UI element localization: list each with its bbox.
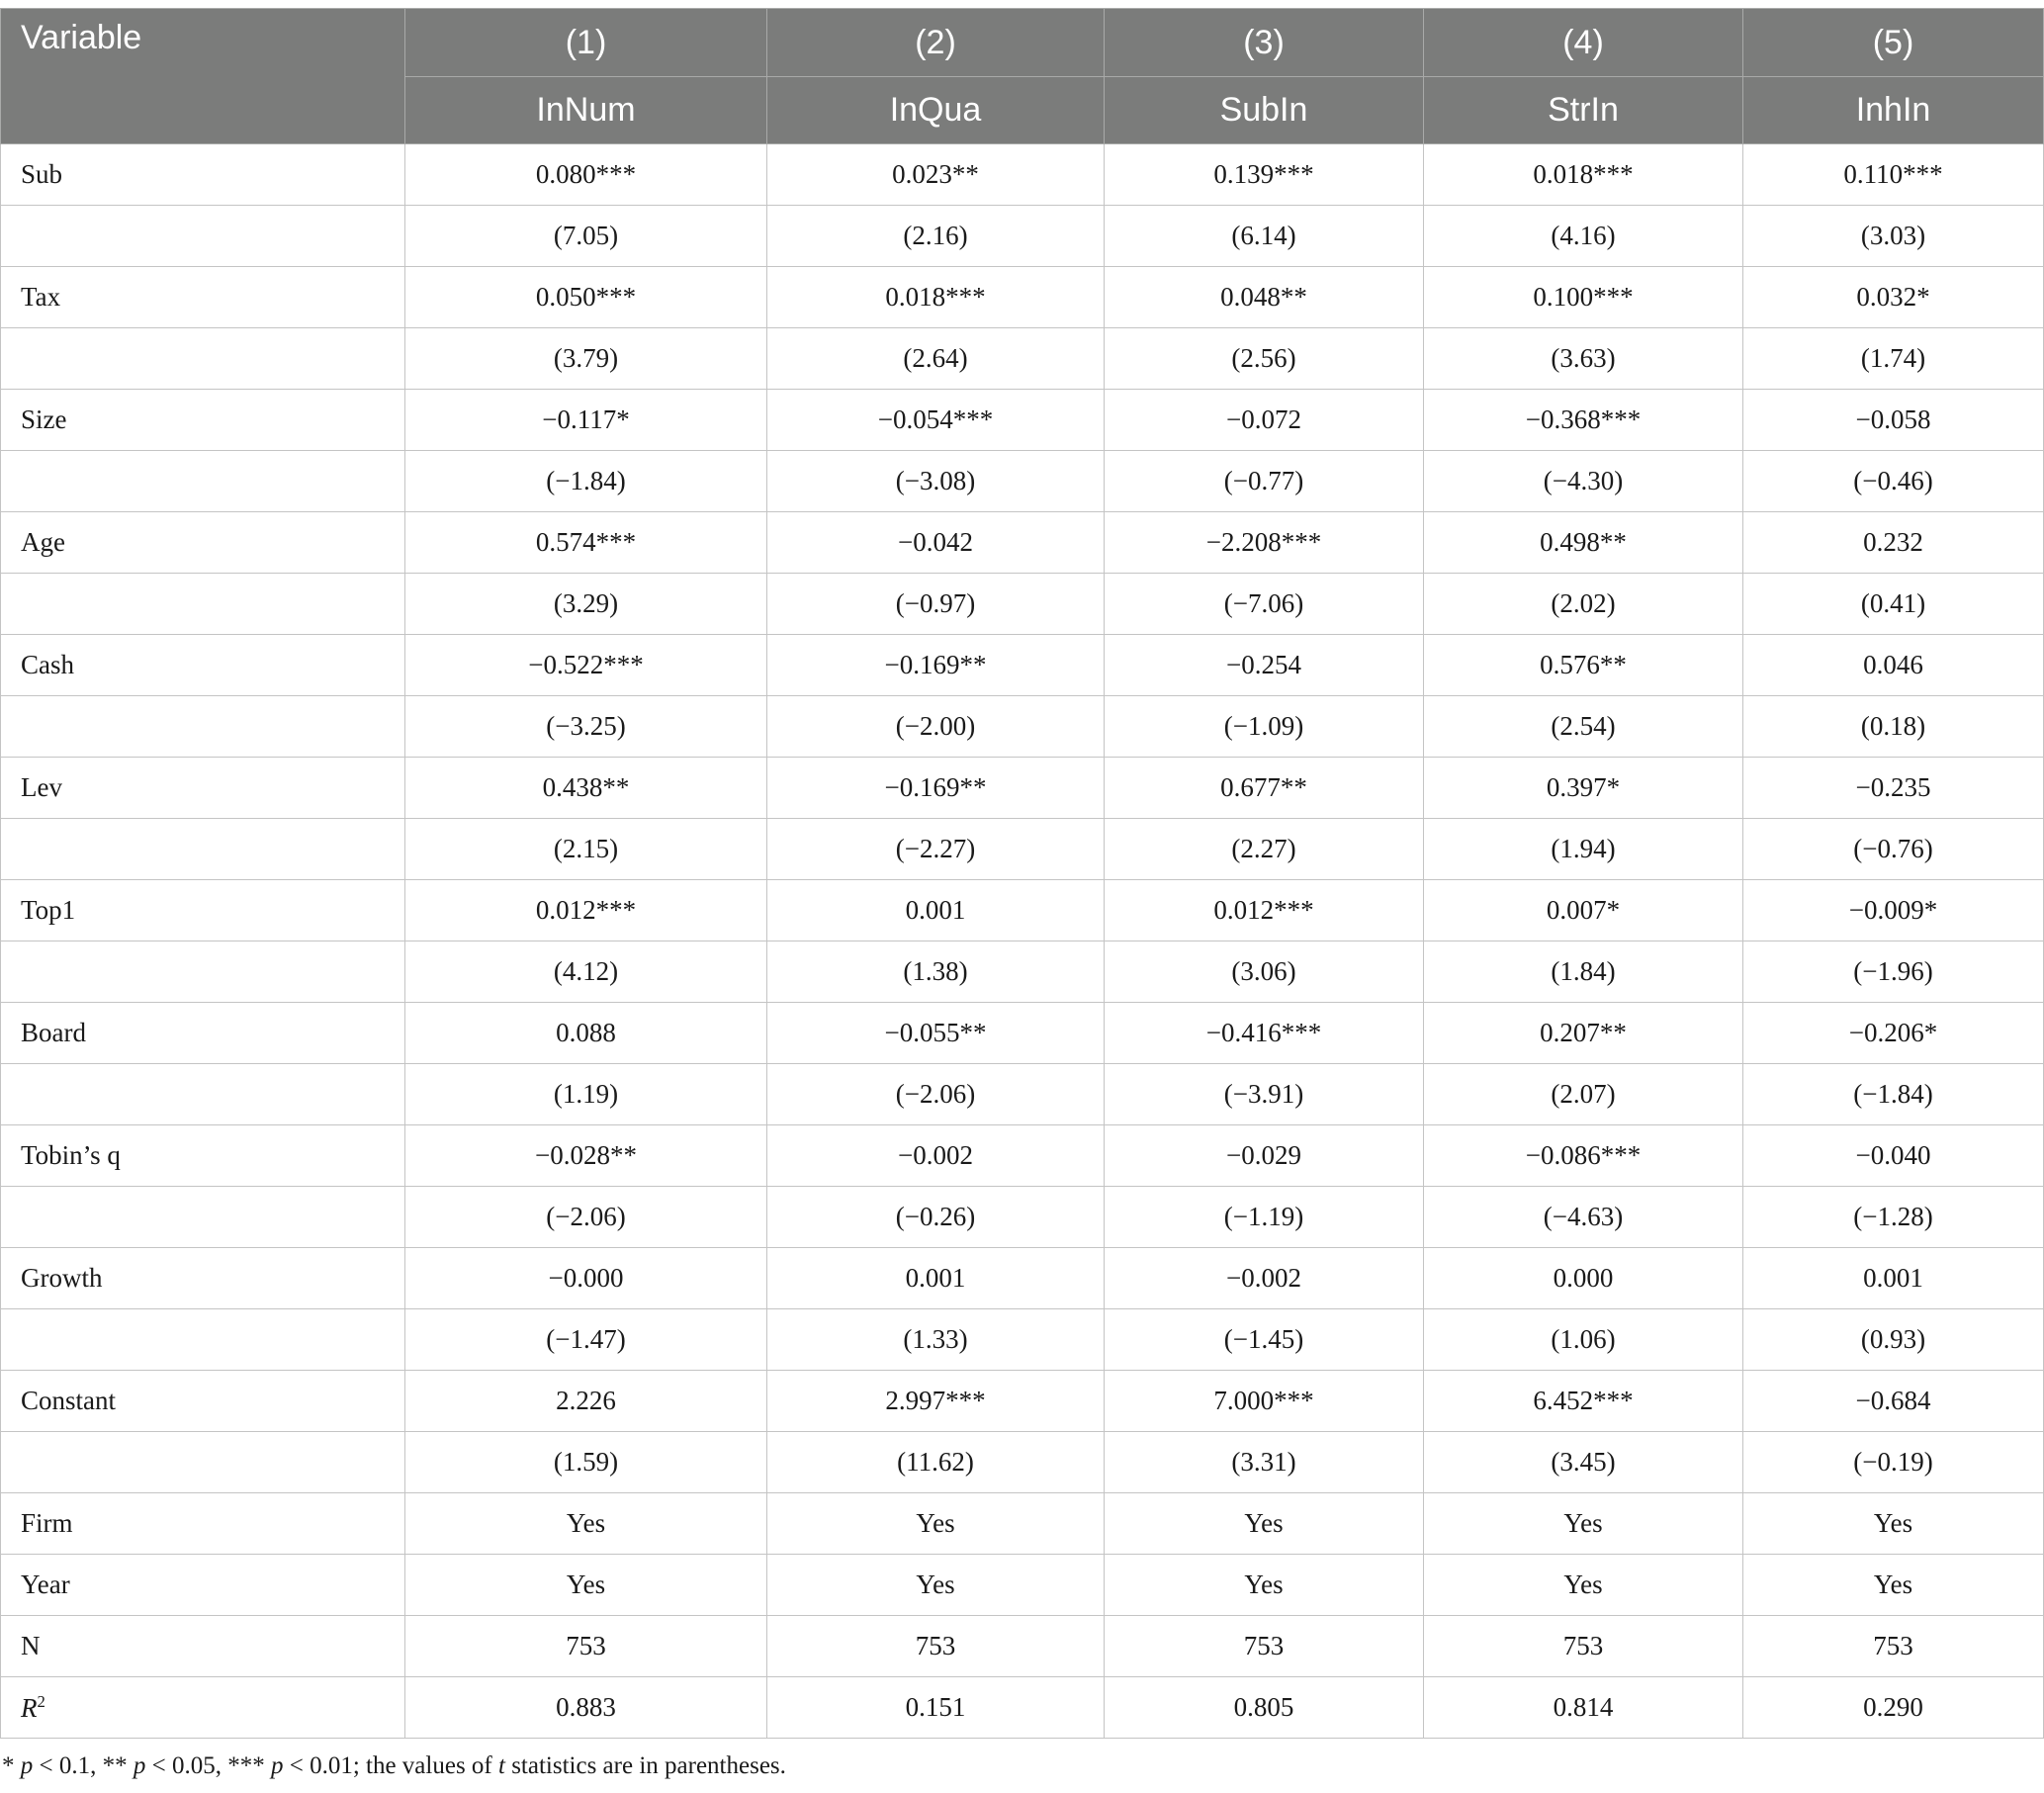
row-label: [1, 451, 405, 512]
row-label: [1, 941, 405, 1003]
table-cell: (−1.96): [1743, 941, 2044, 1003]
table-cell: (2.54): [1424, 696, 1743, 758]
header-row-numbers: [1, 9, 2044, 77]
table-cell: −0.072: [1105, 390, 1424, 451]
table-row: [1, 1555, 2044, 1616]
table-row: [1, 880, 2044, 941]
table-cell: (3.31): [1105, 1432, 1424, 1493]
table-cell: (−3.08): [767, 451, 1105, 512]
table-cell: (6.14): [1105, 206, 1424, 267]
table-cell: 753: [1743, 1616, 2044, 1677]
table-cell: (11.62): [767, 1432, 1105, 1493]
table-cell: Yes: [1105, 1493, 1424, 1555]
table-footnote: [0, 1752, 2044, 1780]
table-cell: (1.38): [767, 941, 1105, 1003]
variable-header: Variable: [1, 9, 405, 144]
table-cell: 0.007*: [1424, 880, 1743, 941]
table-cell: −0.416***: [1105, 1003, 1424, 1064]
table-cell: (3.03): [1743, 206, 2044, 267]
table-row: [1, 1432, 2044, 1493]
table-row: [1, 512, 2044, 574]
row-label: Firm: [1, 1493, 405, 1555]
footnote-text: *: [2, 1752, 21, 1779]
table-cell: 0.814: [1424, 1677, 1743, 1739]
table-cell: (−0.46): [1743, 451, 2044, 512]
table-cell: (4.12): [405, 941, 767, 1003]
table-cell: (−2.06): [767, 1064, 1105, 1125]
table-row: [1, 451, 2044, 512]
table-cell: (1.06): [1424, 1309, 1743, 1371]
footnote-italic-p: p: [20, 1752, 34, 1779]
table-cell: 753: [767, 1616, 1105, 1677]
table-cell: Yes: [1743, 1555, 2044, 1616]
row-label: Top1: [1, 880, 405, 941]
table-cell: 0.139***: [1105, 144, 1424, 206]
table-row: [1, 1616, 2044, 1677]
table-row: [1, 1371, 2044, 1432]
table-cell: 0.080***: [405, 144, 767, 206]
footnote-italic-p: p: [270, 1752, 284, 1779]
r-squared-superscript: 2: [37, 1691, 45, 1711]
table-cell: −0.522***: [405, 635, 767, 696]
row-label: [1, 696, 405, 758]
table-cell: (1.33): [767, 1309, 1105, 1371]
table-cell: (−3.91): [1105, 1064, 1424, 1125]
table-cell: Yes: [1743, 1493, 2044, 1555]
table-row: [1, 1003, 2044, 1064]
table-cell: −2.208***: [1105, 512, 1424, 574]
column-name: StrIn: [1424, 77, 1743, 144]
table-cell: 0.001: [1743, 1248, 2044, 1309]
table-cell: (0.41): [1743, 574, 2044, 635]
table-cell: (3.45): [1424, 1432, 1743, 1493]
table-cell: 0.498**: [1424, 512, 1743, 574]
table-row: [1, 1125, 2044, 1187]
row-label: Size: [1, 390, 405, 451]
table-cell: 7.000***: [1105, 1371, 1424, 1432]
row-label: [1, 1677, 405, 1739]
table-cell: Yes: [1424, 1555, 1743, 1616]
table-cell: (−0.26): [767, 1187, 1105, 1248]
table-cell: −0.235: [1743, 758, 2044, 819]
table-cell: Yes: [767, 1493, 1105, 1555]
table-row: [1, 1309, 2044, 1371]
table-cell: 0.290: [1743, 1677, 2044, 1739]
table-cell: 2.997***: [767, 1371, 1105, 1432]
table-body: [1, 144, 2044, 1739]
table-cell: 0.574***: [405, 512, 767, 574]
table-header: [1, 9, 2044, 144]
table-cell: −0.028**: [405, 1125, 767, 1187]
table-cell: 753: [1105, 1616, 1424, 1677]
table-cell: 0.677**: [1105, 758, 1424, 819]
table-cell: (−4.30): [1424, 451, 1743, 512]
column-number: (5): [1743, 9, 2044, 77]
table-cell: 0.018***: [767, 267, 1105, 328]
table-cell: (1.94): [1424, 819, 1743, 880]
table-cell: −0.042: [767, 512, 1105, 574]
table-cell: (2.02): [1424, 574, 1743, 635]
table-row: [1, 328, 2044, 390]
table-cell: (−0.19): [1743, 1432, 2044, 1493]
regression-table-container: [0, 8, 2044, 1780]
row-label: [1, 1187, 405, 1248]
table-cell: Yes: [767, 1555, 1105, 1616]
table-cell: (−0.76): [1743, 819, 2044, 880]
table-cell: −0.169**: [767, 758, 1105, 819]
table-row: [1, 941, 2044, 1003]
table-cell: −0.117*: [405, 390, 767, 451]
table-cell: (−1.84): [1743, 1064, 2044, 1125]
table-cell: (2.07): [1424, 1064, 1743, 1125]
table-row: [1, 696, 2044, 758]
table-cell: −0.040: [1743, 1125, 2044, 1187]
table-cell: −0.169**: [767, 635, 1105, 696]
table-cell: 0.805: [1105, 1677, 1424, 1739]
table-cell: 2.226: [405, 1371, 767, 1432]
table-row: [1, 1493, 2044, 1555]
row-label: [1, 1309, 405, 1371]
footnote-text: < 0.05, ***: [145, 1752, 271, 1779]
table-row: [1, 1248, 2044, 1309]
table-cell: −0.002: [767, 1125, 1105, 1187]
table-cell: 0.050***: [405, 267, 767, 328]
table-cell: (2.16): [767, 206, 1105, 267]
table-cell: (0.93): [1743, 1309, 2044, 1371]
table-cell: 0.397*: [1424, 758, 1743, 819]
row-label: Cash: [1, 635, 405, 696]
row-label: Tobin’s q: [1, 1125, 405, 1187]
table-cell: −0.055**: [767, 1003, 1105, 1064]
table-cell: (−1.19): [1105, 1187, 1424, 1248]
table-cell: (3.06): [1105, 941, 1424, 1003]
table-row: [1, 574, 2044, 635]
table-cell: (−2.06): [405, 1187, 767, 1248]
row-label: Year: [1, 1555, 405, 1616]
footnote-text: statistics are in parentheses.: [504, 1752, 786, 1779]
table-row: [1, 390, 2044, 451]
footnote-text: < 0.01; the values of: [283, 1752, 498, 1779]
table-row: [1, 144, 2044, 206]
table-row: [1, 267, 2044, 328]
table-cell: (2.27): [1105, 819, 1424, 880]
column-number: (4): [1424, 9, 1743, 77]
table-row: [1, 758, 2044, 819]
row-label: Board: [1, 1003, 405, 1064]
table-cell: −0.058: [1743, 390, 2044, 451]
table-cell: −0.029: [1105, 1125, 1424, 1187]
table-cell: 0.438**: [405, 758, 767, 819]
row-label: [1, 328, 405, 390]
table-cell: (1.84): [1424, 941, 1743, 1003]
table-cell: −0.002: [1105, 1248, 1424, 1309]
row-label: [1, 206, 405, 267]
table-cell: (−0.77): [1105, 451, 1424, 512]
table-cell: 0.018***: [1424, 144, 1743, 206]
table-cell: (7.05): [405, 206, 767, 267]
r-squared-label: R: [21, 1692, 38, 1723]
table-cell: (−1.09): [1105, 696, 1424, 758]
row-label: Lev: [1, 758, 405, 819]
row-label: Sub: [1, 144, 405, 206]
table-cell: 0.012***: [405, 880, 767, 941]
table-cell: 0.023**: [767, 144, 1105, 206]
footnote-italic-p: p: [133, 1752, 146, 1779]
table-cell: −0.009*: [1743, 880, 2044, 941]
table-cell: (3.79): [405, 328, 767, 390]
table-row: [1, 819, 2044, 880]
table-cell: −0.206*: [1743, 1003, 2044, 1064]
table-cell: (−0.97): [767, 574, 1105, 635]
table-cell: 0.000: [1424, 1248, 1743, 1309]
table-cell: 0.012***: [1105, 880, 1424, 941]
table-cell: −0.000: [405, 1248, 767, 1309]
row-label: [1, 819, 405, 880]
table-row: [1, 635, 2044, 696]
column-number: (3): [1105, 9, 1424, 77]
table-row: [1, 206, 2044, 267]
table-cell: (1.19): [405, 1064, 767, 1125]
table-cell: (2.64): [767, 328, 1105, 390]
column-number: (1): [405, 9, 767, 77]
column-number: (2): [767, 9, 1105, 77]
table-cell: Yes: [1105, 1555, 1424, 1616]
table-cell: (1.74): [1743, 328, 2044, 390]
table-cell: (−1.84): [405, 451, 767, 512]
table-cell: (3.63): [1424, 328, 1743, 390]
table-cell: 0.207**: [1424, 1003, 1743, 1064]
table-cell: 0.046: [1743, 635, 2044, 696]
table-cell: Yes: [1424, 1493, 1743, 1555]
table-cell: 0.088: [405, 1003, 767, 1064]
table-cell: (−7.06): [1105, 574, 1424, 635]
table-cell: (0.18): [1743, 696, 2044, 758]
table-cell: 0.151: [767, 1677, 1105, 1739]
table-cell: (−3.25): [405, 696, 767, 758]
row-label: [1, 1432, 405, 1493]
table-cell: (−1.47): [405, 1309, 767, 1371]
table-cell: −0.054***: [767, 390, 1105, 451]
table-cell: (1.59): [405, 1432, 767, 1493]
row-label: Constant: [1, 1371, 405, 1432]
table-cell: Yes: [405, 1555, 767, 1616]
row-label: N: [1, 1616, 405, 1677]
table-cell: 0.100***: [1424, 267, 1743, 328]
table-cell: (−4.63): [1424, 1187, 1743, 1248]
table-cell: 753: [405, 1616, 767, 1677]
table-cell: (2.56): [1105, 328, 1424, 390]
row-label: Growth: [1, 1248, 405, 1309]
row-label: Age: [1, 512, 405, 574]
table-cell: 0.576**: [1424, 635, 1743, 696]
table-cell: Yes: [405, 1493, 767, 1555]
table-row: [1, 1677, 2044, 1739]
table-cell: (−2.00): [767, 696, 1105, 758]
footnote-text: < 0.1, **: [33, 1752, 133, 1779]
column-name: InQua: [767, 77, 1105, 144]
row-label: [1, 1064, 405, 1125]
table-cell: −0.254: [1105, 635, 1424, 696]
table-cell: 0.232: [1743, 512, 2044, 574]
table-cell: (−1.45): [1105, 1309, 1424, 1371]
table-cell: (−1.28): [1743, 1187, 2044, 1248]
table-cell: 0.048**: [1105, 267, 1424, 328]
table-cell: 6.452***: [1424, 1371, 1743, 1432]
table-cell: (4.16): [1424, 206, 1743, 267]
column-name: InNum: [405, 77, 767, 144]
table-cell: 0.110***: [1743, 144, 2044, 206]
table-cell: −0.684: [1743, 1371, 2044, 1432]
regression-table: [0, 8, 2044, 1739]
table-cell: −0.368***: [1424, 390, 1743, 451]
column-name: InhIn: [1743, 77, 2044, 144]
table-row: [1, 1064, 2044, 1125]
footnote-italic-t: t: [498, 1752, 505, 1779]
column-name: SubIn: [1105, 77, 1424, 144]
table-cell: 753: [1424, 1616, 1743, 1677]
table-cell: 0.883: [405, 1677, 767, 1739]
table-cell: 0.032*: [1743, 267, 2044, 328]
table-cell: 0.001: [767, 1248, 1105, 1309]
table-row: [1, 1187, 2044, 1248]
row-label: [1, 574, 405, 635]
table-cell: (2.15): [405, 819, 767, 880]
table-cell: −0.086***: [1424, 1125, 1743, 1187]
row-label: Tax: [1, 267, 405, 328]
table-cell: 0.001: [767, 880, 1105, 941]
table-cell: (3.29): [405, 574, 767, 635]
table-cell: (−2.27): [767, 819, 1105, 880]
